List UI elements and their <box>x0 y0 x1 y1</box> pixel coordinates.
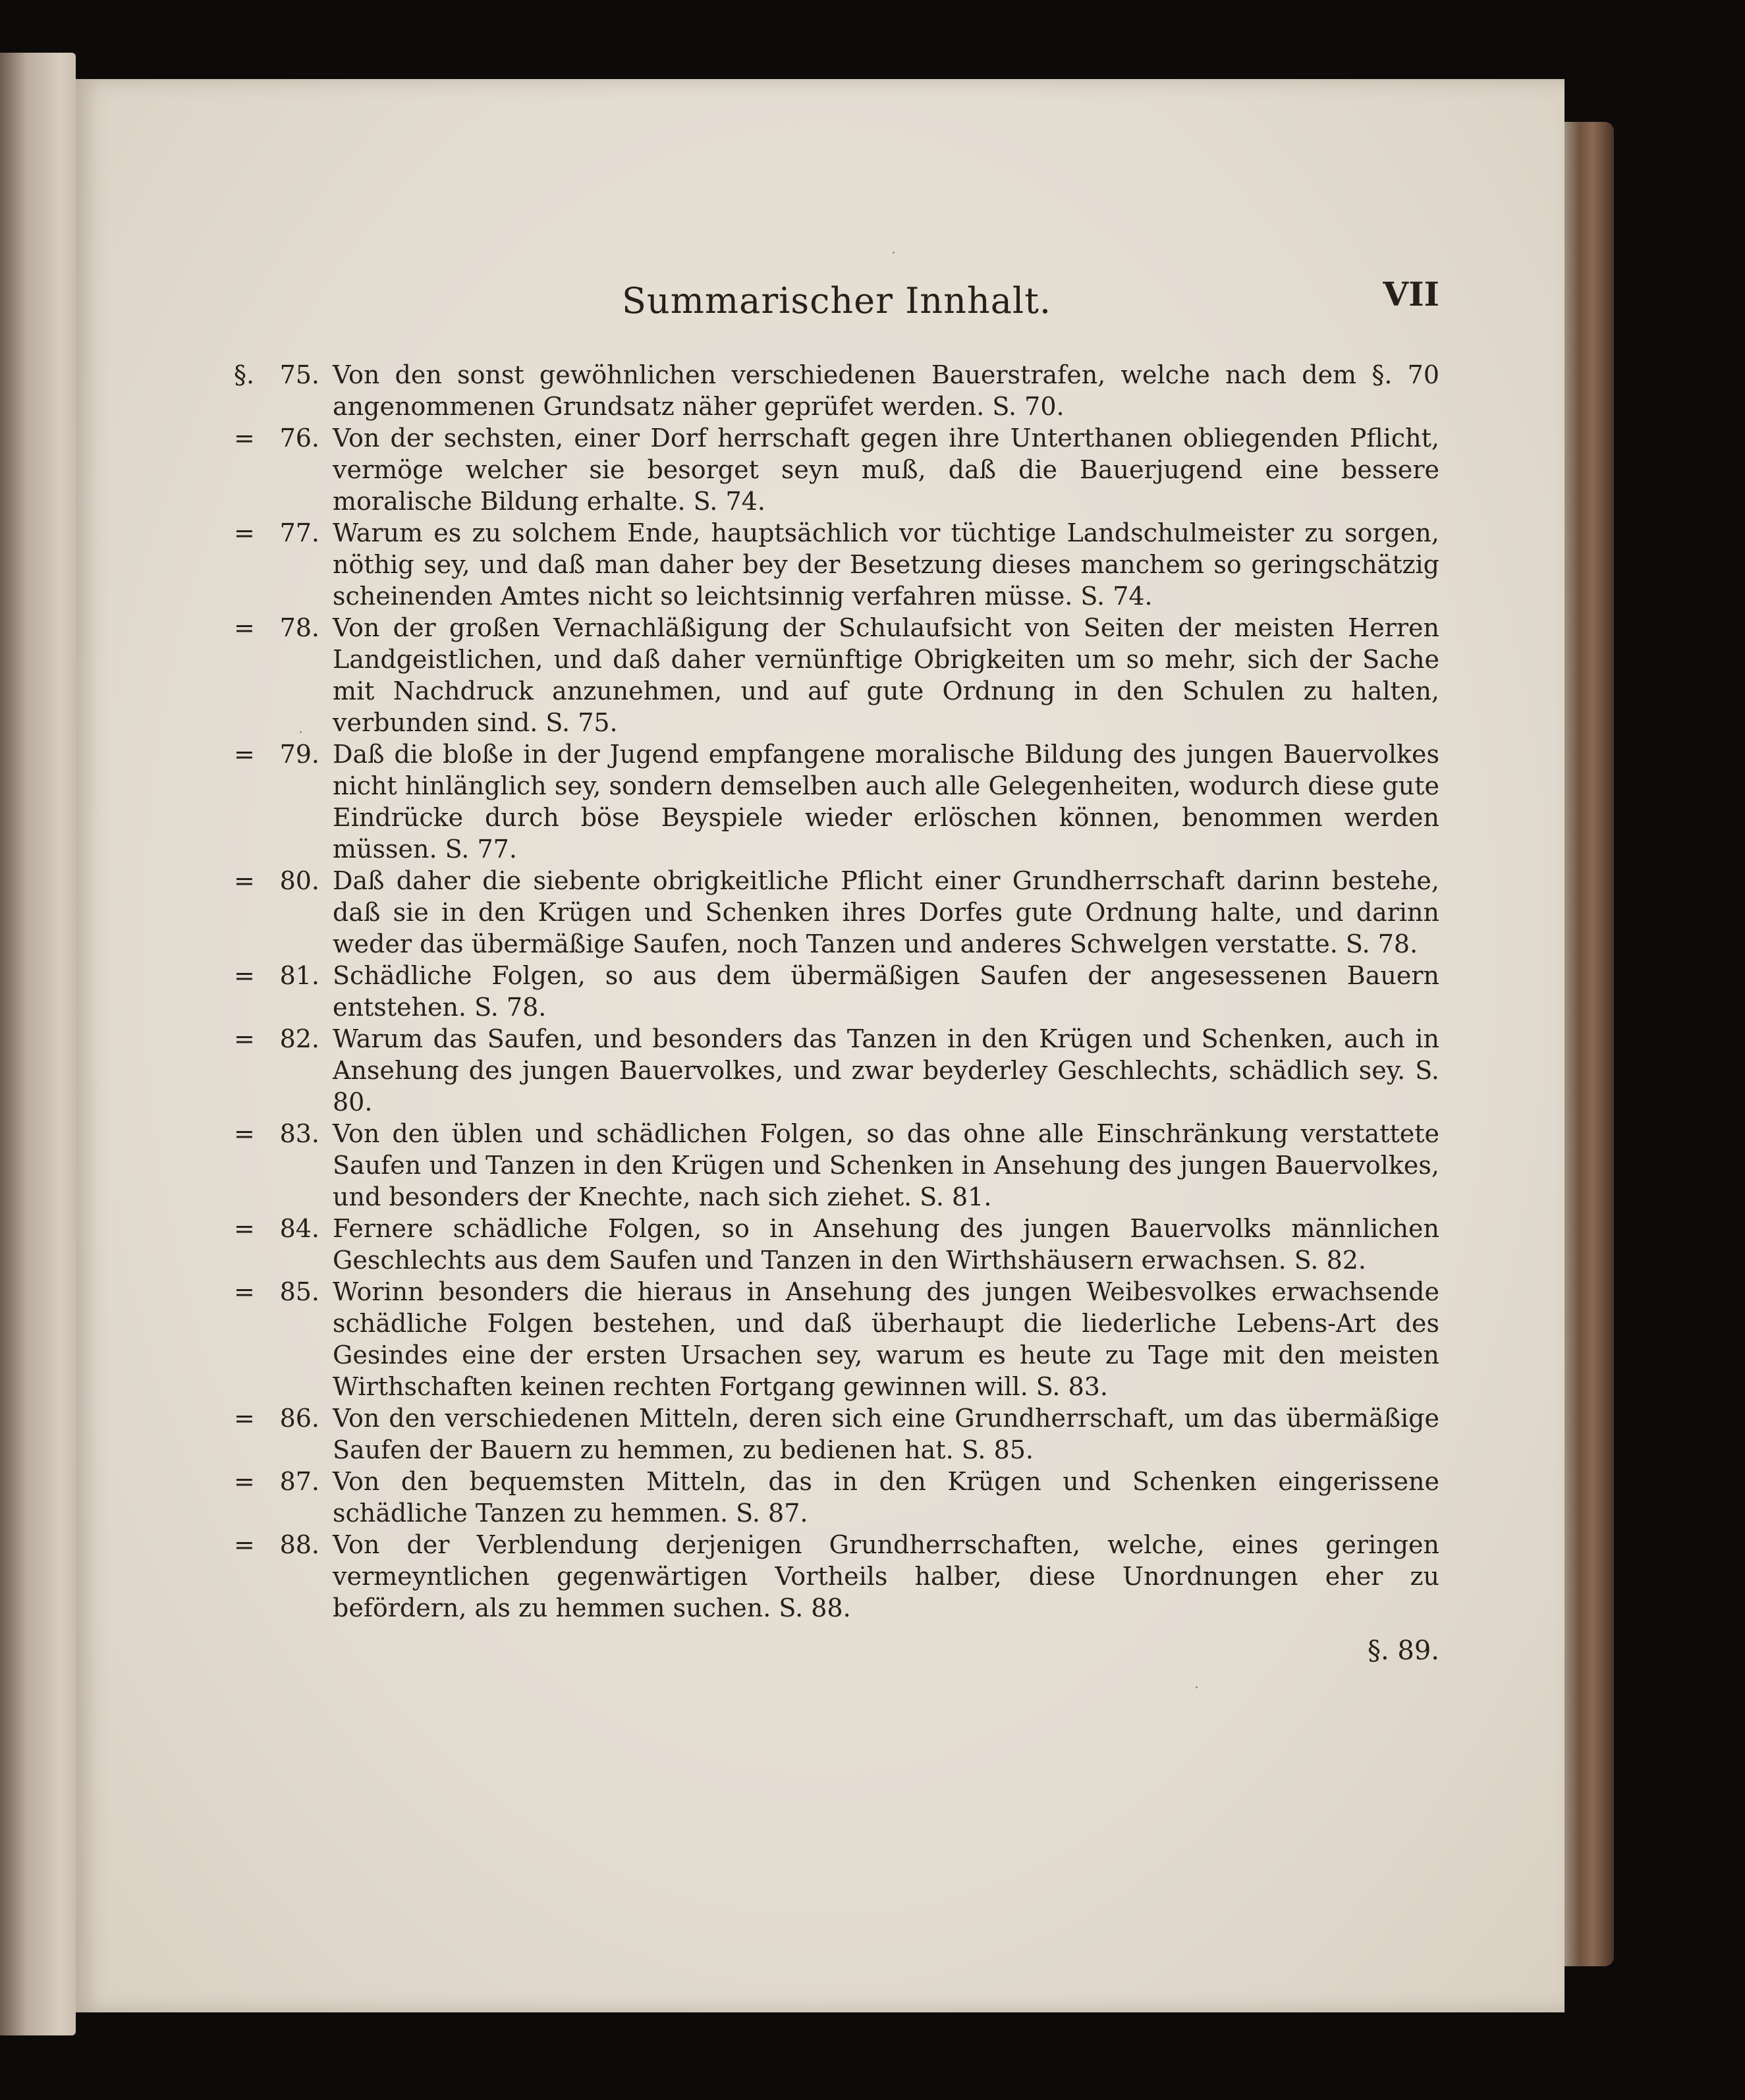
entry-text: Von der Verblendung derjenigen Grundherrschaften, welche, eines geringen vermeyntlichen gegenwärtigen Vortheils halber, diese Unordnungen eher zu befördern, als zu hemmen suchen. S. 88. <box>333 1530 1439 1622</box>
entry-text: Worinn besonders die hieraus in Ansehung des jungen Weibesvolkes erwachsende schädliche Folgen bestehen, und daß überhaupt die liederliche Lebens-Art des Gesindes eine der ersten Ursachen sey, warum es heute zu Tage mit den meisten Wirthschaften keinen rechten Fortgang gewinnen will. S. 83. <box>333 1277 1439 1401</box>
entry-text: Von den sonst gewöhnlichen verschiedenen Bauerstrafen, welche nach dem §. 70 angenommenen Grundsatz näher geprüfet werden. S. 70. <box>333 360 1439 421</box>
toc-entry <box>234 960 1439 1023</box>
entry-mark: = <box>234 424 255 453</box>
entry-prefix <box>234 612 326 644</box>
entry-number: 79. <box>279 740 319 769</box>
entry-mark: = <box>234 1404 255 1433</box>
entry-number: 76. <box>279 424 319 453</box>
paper-speck <box>893 252 895 254</box>
running-title: Summarischer Innhalt. <box>621 280 1052 321</box>
toc-entry <box>234 1466 1439 1529</box>
toc-entry <box>234 359 1439 422</box>
catchword: §. 89. <box>1367 1636 1439 1666</box>
entry-number: 78. <box>279 613 319 642</box>
entry-mark: = <box>234 1119 255 1148</box>
entry-text: Fernere schädliche Folgen, so in Ansehung des jungen Bauervolks männlichen Geschlechts aus dem Saufen und Tanzen in den Wirthshäusern erwachsen. S. 82. <box>333 1214 1439 1275</box>
entry-number: 75. <box>279 360 319 389</box>
entry-text: Von den üblen und schädlichen Folgen, so das ohne alle Einschränkung verstattete Saufen und Tanzen in den Krügen und Schenken in Ansehung des jungen Bauervolkes, und besonders der Knechte, nach sich ziehet. S. 81. <box>333 1119 1439 1211</box>
entry-mark: = <box>234 1467 255 1496</box>
entry-number: 81. <box>279 961 319 990</box>
entry-prefix <box>234 1118 326 1149</box>
table-of-contents <box>234 275 1439 1666</box>
entry-number: 82. <box>279 1024 319 1053</box>
entry-number: 86. <box>279 1404 319 1433</box>
entry-text: Von den verschiedenen Mitteln, deren sich eine Grundherrschaft, um das übermäßige Saufen der Bauern zu hemmen, zu bedienen hat. S. 85. <box>333 1404 1439 1464</box>
entry-text: Warum das Saufen, und besonders das Tanzen in den Krügen und Schenken, auch in Ansehung des jungen Bauervolkes, und zwar beyderley Geschlechts, schädlich sey. S. 80. <box>333 1024 1439 1117</box>
book-fore-edge <box>1561 122 1614 1966</box>
entry-text: Warum es zu solchem Ende, hauptsächlich vor tüchtige Landschulmeister zu sorgen, nöthig sey, und daß man daher bey der Besetzung dieses manchem so geringschätzig scheinenden Amtes nicht so leichtsinnig verfahren müsse. S. 74. <box>333 518 1439 611</box>
entry-mark: = <box>234 961 255 990</box>
entry-mark: = <box>234 1024 255 1053</box>
entry-prefix <box>234 865 326 897</box>
entry-prefix <box>234 960 326 991</box>
page-header <box>234 275 1439 359</box>
toc-entry <box>234 1118 1439 1213</box>
toc-entry <box>234 422 1439 517</box>
toc-entry <box>234 1402 1439 1466</box>
entry-number: 85. <box>279 1277 319 1306</box>
toc-entry <box>234 1023 1439 1118</box>
entry-prefix <box>234 1276 326 1308</box>
entry-list <box>234 359 1439 1624</box>
entry-number: 87. <box>279 1467 319 1496</box>
toc-entry <box>234 1529 1439 1624</box>
toc-entry <box>234 865 1439 960</box>
toc-entry <box>234 1276 1439 1402</box>
book-page <box>76 79 1565 2012</box>
entry-prefix <box>234 1213 326 1244</box>
entry-text: Von der großen Vernachläßigung der Schulaufsicht von Seiten der meisten Herren Landgeistlichen, und daß daher vernünftige Obrigkeiten um so mehr, sich der Sache mit Nachdruck anzunehmen, und auf gute Ordnung in den Schulen zu halten, verbunden sind. S. 75. <box>333 613 1439 737</box>
entry-prefix <box>234 1466 326 1497</box>
entry-number: 80. <box>279 866 319 895</box>
entry-text: Daß die bloße in der Jugend empfangene moralische Bildung des jungen Bauervolkes nicht hinlänglich sey, sondern demselben auch alle Gelegenheiten, wodurch diese gute Eindrücke durch böse Beyspiele wieder erlöschen können, benommen werden müssen. S. 77. <box>333 740 1439 864</box>
entry-prefix <box>234 1023 326 1055</box>
toc-entry <box>234 612 1439 738</box>
entry-mark: = <box>234 866 255 895</box>
entry-mark: = <box>234 518 255 547</box>
entry-number: 77. <box>279 518 319 547</box>
entry-number: 84. <box>279 1214 319 1243</box>
entry-mark: = <box>234 740 255 769</box>
page-number: VII <box>1383 275 1439 314</box>
paper-speck <box>1196 1686 1198 1688</box>
entry-mark: = <box>234 613 255 642</box>
entry-mark: = <box>234 1277 255 1306</box>
entry-text: Von den bequemsten Mitteln, das in den Krügen und Schenken eingerissene schädliche Tanzen zu hemmen. S. 87. <box>333 1467 1439 1528</box>
entry-mark: = <box>234 1530 255 1559</box>
entry-prefix <box>234 1402 326 1434</box>
entry-prefix <box>234 422 326 454</box>
toc-entry <box>234 517 1439 612</box>
entry-prefix <box>234 517 326 549</box>
entry-text: Daß daher die siebente obrigkeitliche Pflicht einer Grundherrschaft darinn bestehe, daß sie in den Krügen und Schenken ihres Dorfes gute Ordnung halte, und darinn weder das übermäßige Saufen, noch Tanzen und anderes Schwelgen verstatte. S. 78. <box>333 866 1439 958</box>
entry-prefix <box>234 359 326 391</box>
entry-text: Von der sechsten, einer Dorf herrschaft gegen ihre Unterthanen obliegenden Pflicht, vermöge welcher sie besorget seyn muß, daß die Bauerjugend eine bessere moralische Bildung erhalte. S. 74. <box>333 424 1439 516</box>
toc-entry <box>234 1213 1439 1276</box>
entry-mark: = <box>234 1214 255 1243</box>
left-page-edge <box>0 53 76 2035</box>
entry-text: Schädliche Folgen, so aus dem übermäßigen Saufen der angesessenen Bauern entstehen. S. 78. <box>333 961 1439 1022</box>
entry-prefix <box>234 738 326 770</box>
toc-entry <box>234 738 1439 865</box>
entry-number: 88. <box>279 1530 319 1559</box>
entry-number: 83. <box>279 1119 319 1148</box>
entry-mark: §. <box>234 360 255 389</box>
entry-prefix <box>234 1529 326 1561</box>
